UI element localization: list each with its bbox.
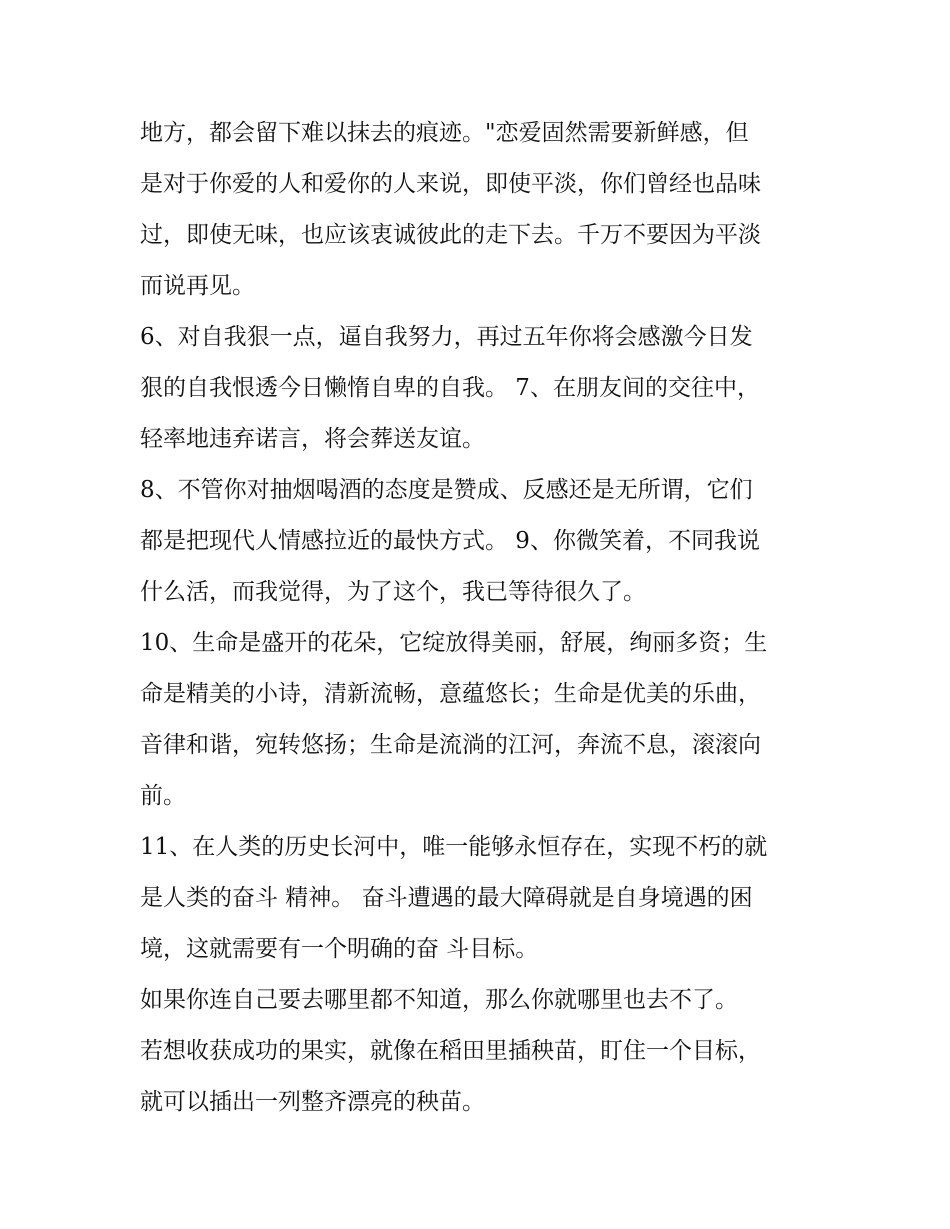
text-line: 狠的自我恨透今日懒惰自卑的自我。 7、在朋友间的交往中， bbox=[140, 375, 760, 401]
text-line: 10、生命是盛开的花朵，它绽放得美丽，舒展，绚丽多资；生 bbox=[140, 630, 768, 656]
body-text bbox=[140, 108, 820, 1128]
text-line: 地方，都会留下难以抹去的痕迹。"恋爱固然需要新鲜感，但 bbox=[140, 120, 749, 146]
text-line: 前。 bbox=[140, 783, 186, 809]
text-line: 什么活，而我觉得，为了这个，我已等待很久了。 bbox=[140, 579, 646, 605]
text-line: 6、对自我狠一点，逼自我努力，再过五年你将会感激今日发 bbox=[140, 324, 753, 350]
text-line: 是人类的奋斗 精神。 奋斗遭遇的最大障碍就是自身境遇的困 bbox=[140, 885, 753, 911]
text-line: 过，即使无味，也应该衷诚彼此的走下去。千万不要因为平淡 bbox=[140, 222, 761, 248]
text-line: 是对于你爱的人和爱你的人来说，即使平淡，你们曾经也品味 bbox=[140, 171, 761, 197]
text-line: 音律和谐，宛转悠扬；生命是流淌的江河，奔流不息，滚滚向 bbox=[140, 732, 761, 758]
text-line: 命是精美的小诗，清新流畅，意蕴悠长；生命是优美的乐曲， bbox=[140, 681, 761, 707]
text-line: 11、在人类的历史长河中，唯一能够永恒存在，实现不朽的就 bbox=[140, 834, 768, 860]
text-line: 境，这就需要有一个明确的奋 斗目标。 bbox=[140, 936, 539, 962]
text-line: 如果你连自己要去哪里都不知道，那么你就哪里也去不了。 bbox=[140, 987, 738, 1013]
text-line: 都是把现代人情感拉近的最快方式。 9、你微笑着，不同我说 bbox=[140, 528, 760, 554]
text-line: 若想收获成功的果实，就像在稻田里插秧苗，盯住一个目标， bbox=[140, 1038, 761, 1064]
text-line: 就可以插出一列整齐漂亮的秧苗。 bbox=[140, 1089, 485, 1115]
text-line: 轻率地违弃诺言，将会葬送友谊。 bbox=[140, 426, 485, 452]
text-line: 而说再见。 bbox=[140, 273, 255, 299]
text-line: 8、不管你对抽烟喝酒的态度是赞成、反感还是无所谓，它们 bbox=[140, 477, 753, 503]
